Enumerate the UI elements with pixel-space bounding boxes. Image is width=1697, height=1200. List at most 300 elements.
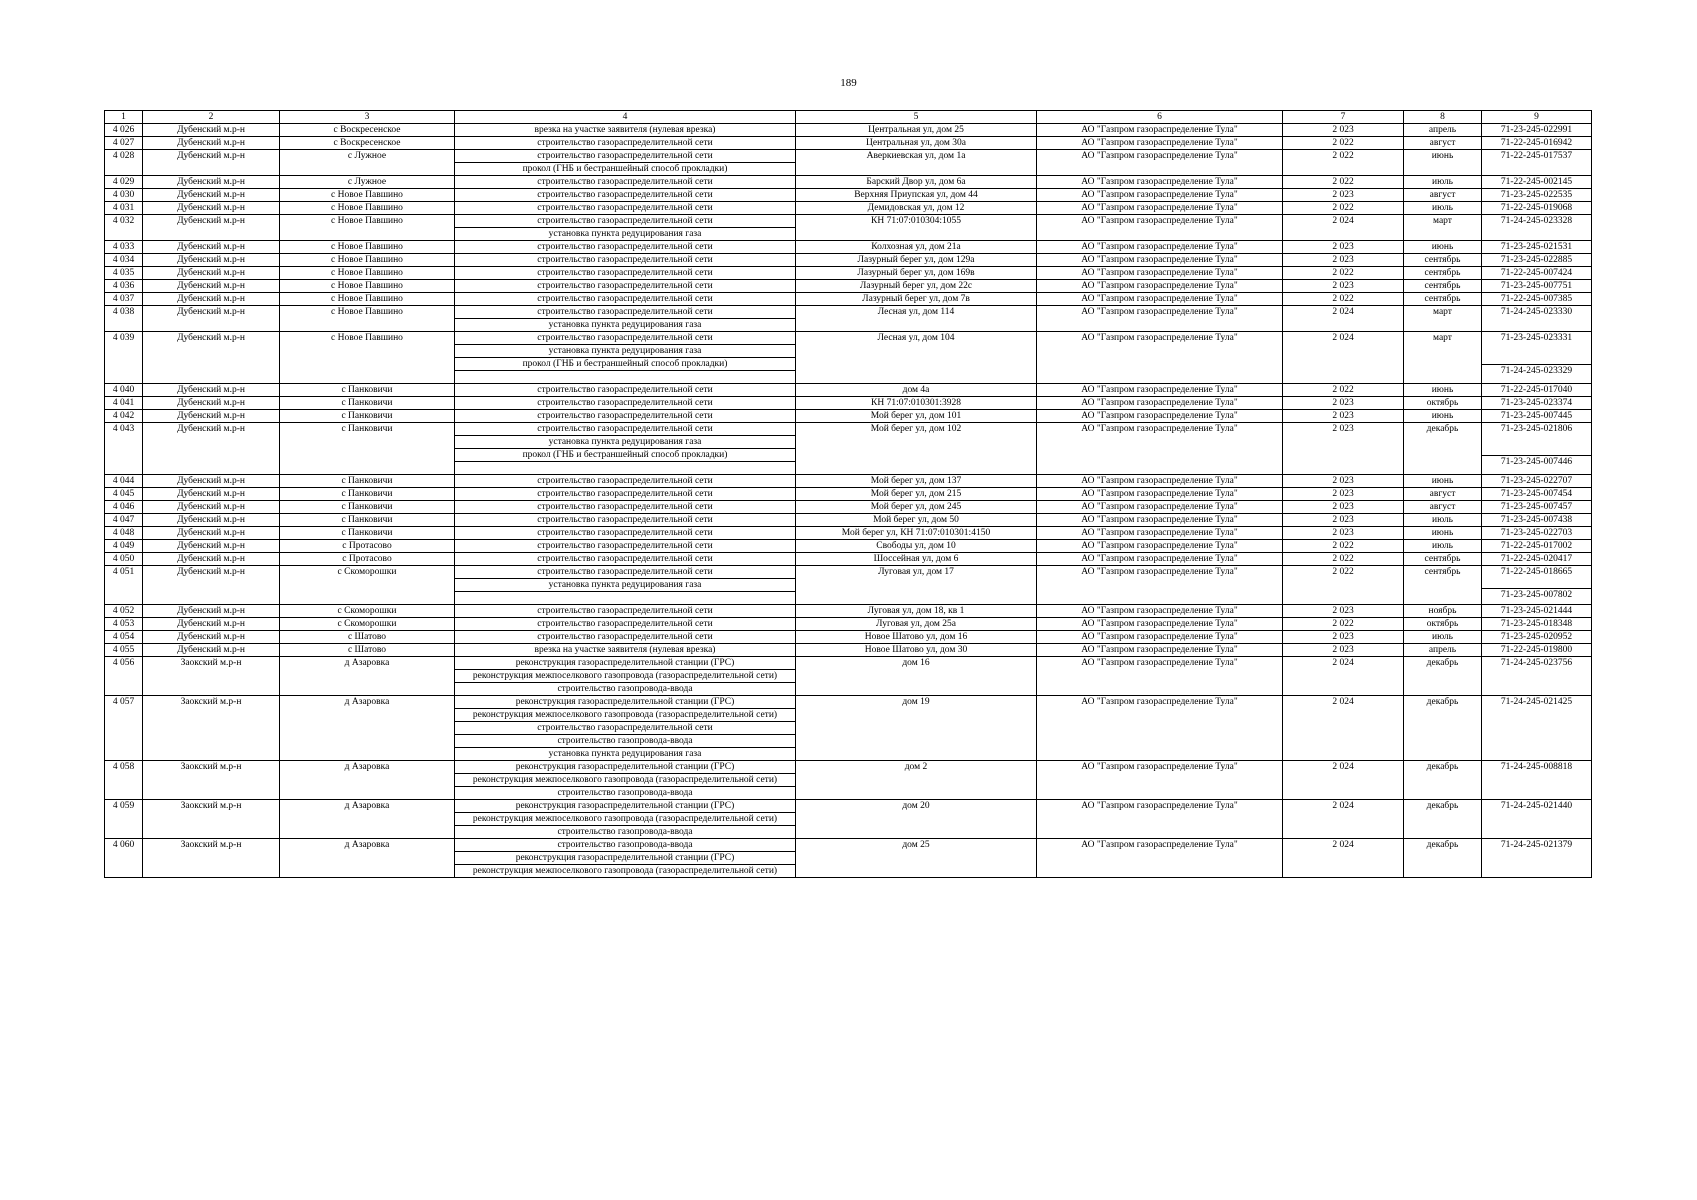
settlement-cell: с Новое Павшино bbox=[280, 267, 455, 280]
organization-cell: АО "Газпром газораспределение Тула" bbox=[1037, 397, 1283, 410]
year-cell: 2 023 bbox=[1283, 475, 1404, 488]
row-number-cell: 4 057 bbox=[105, 696, 143, 761]
settlement-cell: с Новое Павшино bbox=[280, 189, 455, 202]
settlement-cell: с Лужное bbox=[280, 150, 455, 176]
district-cell: Дубенский м.р-н bbox=[143, 631, 280, 644]
year-cell: 2 024 bbox=[1283, 332, 1404, 384]
organization-cell: АО "Газпром газораспределение Тула" bbox=[1037, 553, 1283, 566]
settlement-cell: с Скоморошки bbox=[280, 618, 455, 631]
table-row bbox=[105, 254, 1592, 267]
work-item: реконструкция газораспределительной станции (ГРС) bbox=[515, 801, 735, 811]
organization-cell: АО "Газпром газораспределение Тула" bbox=[1037, 657, 1283, 696]
row-number-cell: 4 048 bbox=[105, 527, 143, 540]
district-cell: Дубенский м.р-н bbox=[143, 397, 280, 410]
table-body bbox=[105, 124, 1592, 878]
settlement-cell: д Азаровка bbox=[280, 800, 455, 839]
district-cell: Дубенский м.р-н bbox=[143, 124, 280, 137]
works-cell bbox=[455, 410, 796, 423]
district-cell: Дубенский м.р-н bbox=[143, 215, 280, 241]
work-item: установка пункта редуцирования газа bbox=[455, 747, 795, 760]
year-cell: 2 022 bbox=[1283, 202, 1404, 215]
works-cell bbox=[455, 137, 796, 150]
settlement-cell: д Азаровка bbox=[280, 696, 455, 761]
year-cell: 2 022 bbox=[1283, 267, 1404, 280]
work-item: строительство газораспределительной сети bbox=[537, 398, 713, 408]
work-item: строительство газораспределительной сети bbox=[537, 268, 713, 278]
month-cell: декабрь bbox=[1404, 696, 1482, 761]
settlement-cell: с Панковичи bbox=[280, 423, 455, 475]
row-number-cell: 4 044 bbox=[105, 475, 143, 488]
district-cell: Дубенский м.р-н bbox=[143, 293, 280, 306]
code-cell bbox=[1482, 280, 1592, 293]
work-item: прокол (ГНБ и бестраншейный способ прокладки) bbox=[455, 357, 795, 370]
settlement-cell: с Панковичи bbox=[280, 501, 455, 514]
settlement-cell: с Скоморошки bbox=[280, 605, 455, 618]
settlement-cell: с Панковичи bbox=[280, 514, 455, 527]
organization-cell: АО "Газпром газораспределение Тула" bbox=[1037, 137, 1283, 150]
settlement-cell: с Новое Павшино bbox=[280, 293, 455, 306]
code-cell bbox=[1482, 124, 1592, 137]
works-cell bbox=[455, 475, 796, 488]
year-cell: 2 024 bbox=[1283, 696, 1404, 761]
column-header: 8 bbox=[1404, 111, 1482, 124]
code-value: 71-22-245-007424 bbox=[1500, 268, 1573, 278]
settlement-cell: с Панковичи bbox=[280, 397, 455, 410]
work-item: реконструкция межпоселкового газопровода (газораспределительной сети) bbox=[455, 864, 795, 877]
work-item: строительство газораспределительной сети bbox=[537, 528, 713, 538]
code-cell bbox=[1482, 241, 1592, 254]
district-cell: Заокский м.р-н bbox=[143, 800, 280, 839]
row-number-cell: 4 029 bbox=[105, 176, 143, 189]
code-spacer bbox=[1482, 578, 1591, 588]
code-cell bbox=[1482, 397, 1592, 410]
organization-cell: АО "Газпром газораспределение Тула" bbox=[1037, 800, 1283, 839]
row-number-cell: 4 042 bbox=[105, 410, 143, 423]
district-cell: Дубенский м.р-н bbox=[143, 501, 280, 514]
settlement-cell: с Протасово bbox=[280, 553, 455, 566]
organization-cell: АО "Газпром газораспределение Тула" bbox=[1037, 215, 1283, 241]
settlement-cell: с Новое Павшино bbox=[280, 306, 455, 332]
code-value: 71-23-245-020952 bbox=[1500, 632, 1573, 642]
address-cell: Демидовская ул, дом 12 bbox=[796, 202, 1037, 215]
month-cell: июль bbox=[1404, 631, 1482, 644]
month-cell: декабрь bbox=[1404, 839, 1482, 878]
month-cell: март bbox=[1404, 215, 1482, 241]
work-item: строительство газораспределительной сети bbox=[537, 255, 713, 265]
month-cell: сентябрь bbox=[1404, 267, 1482, 280]
year-cell: 2 023 bbox=[1283, 189, 1404, 202]
organization-cell: АО "Газпром газораспределение Тула" bbox=[1037, 150, 1283, 176]
table-row bbox=[105, 488, 1592, 501]
settlement-cell: с Шатово bbox=[280, 631, 455, 644]
address-cell: дом 19 bbox=[796, 696, 1037, 761]
row-number-cell: 4 028 bbox=[105, 150, 143, 176]
code-value: 71-23-245-021806 bbox=[1500, 424, 1573, 434]
month-cell: июнь bbox=[1404, 410, 1482, 423]
code-cell bbox=[1482, 150, 1592, 176]
code-cell bbox=[1482, 501, 1592, 514]
code-value: 71-23-245-022703 bbox=[1500, 528, 1573, 538]
code-value: 71-24-245-008818 bbox=[1500, 762, 1573, 772]
month-cell: август bbox=[1404, 488, 1482, 501]
code-cell bbox=[1482, 800, 1592, 839]
code-cell bbox=[1482, 657, 1592, 696]
settlement-cell: с Новое Павшино bbox=[280, 215, 455, 241]
code-value: 71-22-245-017002 bbox=[1500, 541, 1573, 551]
table-row bbox=[105, 150, 1592, 176]
row-number-cell: 4 050 bbox=[105, 553, 143, 566]
address-cell: Мой берег ул, дом 137 bbox=[796, 475, 1037, 488]
work-item: строительство газораспределительной сети bbox=[537, 385, 713, 395]
district-cell: Заокский м.р-н bbox=[143, 657, 280, 696]
address-cell: Барский Двор ул, дом 6а bbox=[796, 176, 1037, 189]
works-cell bbox=[455, 189, 796, 202]
works-cell bbox=[455, 488, 796, 501]
code-value: 71-23-245-022535 bbox=[1500, 190, 1573, 200]
works-cell bbox=[455, 124, 796, 137]
month-cell: июнь bbox=[1404, 384, 1482, 397]
address-cell: Колхозная ул, дом 21а bbox=[796, 241, 1037, 254]
table-row bbox=[105, 176, 1592, 189]
year-cell: 2 023 bbox=[1283, 423, 1404, 475]
work-item: строительство газораспределительной сети bbox=[537, 489, 713, 499]
organization-cell: АО "Газпром газораспределение Тула" bbox=[1037, 644, 1283, 657]
organization-cell: АО "Газпром газораспределение Тула" bbox=[1037, 384, 1283, 397]
settlement-cell: с Панковичи bbox=[280, 475, 455, 488]
page-number: 189 bbox=[840, 77, 857, 89]
settlement-cell: с Лужное bbox=[280, 176, 455, 189]
work-item: установка пункта редуцирования газа bbox=[455, 578, 795, 591]
work-item: прокол (ГНБ и бестраншейный способ прокладки) bbox=[455, 448, 795, 461]
organization-cell: АО "Газпром газораспределение Тула" bbox=[1037, 696, 1283, 761]
district-cell: Дубенский м.р-н bbox=[143, 176, 280, 189]
table-row bbox=[105, 241, 1592, 254]
row-number-cell: 4 053 bbox=[105, 618, 143, 631]
district-cell: Дубенский м.р-н bbox=[143, 202, 280, 215]
organization-cell: АО "Газпром газораспределение Тула" bbox=[1037, 202, 1283, 215]
table-row bbox=[105, 761, 1592, 800]
year-cell: 2 024 bbox=[1283, 306, 1404, 332]
works-cell bbox=[455, 332, 796, 384]
year-cell: 2 022 bbox=[1283, 137, 1404, 150]
organization-cell: АО "Газпром газораспределение Тула" bbox=[1037, 475, 1283, 488]
column-header: 2 bbox=[143, 111, 280, 124]
works-cell bbox=[455, 657, 796, 696]
works-cell bbox=[455, 800, 796, 839]
district-cell: Дубенский м.р-н bbox=[143, 410, 280, 423]
row-number-cell: 4 043 bbox=[105, 423, 143, 475]
address-cell: Шоссейная ул, дом 6 bbox=[796, 553, 1037, 566]
district-cell: Дубенский м.р-н bbox=[143, 566, 280, 605]
code-value: 71-22-245-016942 bbox=[1500, 138, 1573, 148]
year-cell: 2 023 bbox=[1283, 501, 1404, 514]
address-cell: дом 25 bbox=[796, 839, 1037, 878]
code-cell bbox=[1482, 618, 1592, 631]
month-cell: декабрь bbox=[1404, 800, 1482, 839]
code-cell bbox=[1482, 267, 1592, 280]
year-cell: 2 024 bbox=[1283, 215, 1404, 241]
work-item: строительство газораспределительной сети bbox=[537, 515, 713, 525]
works-cell bbox=[455, 696, 796, 761]
table-row bbox=[105, 657, 1592, 696]
works-cell bbox=[455, 540, 796, 553]
code-value: 71-24-245-021440 bbox=[1500, 801, 1573, 811]
code-spacer bbox=[1482, 344, 1591, 354]
code-value: 71-24-245-023330 bbox=[1500, 307, 1573, 317]
code-cell bbox=[1482, 176, 1592, 189]
code-spacer bbox=[1482, 354, 1591, 364]
code-cell bbox=[1482, 553, 1592, 566]
code-spacer bbox=[1482, 435, 1591, 445]
district-cell: Дубенский м.р-н bbox=[143, 514, 280, 527]
table-row bbox=[105, 423, 1592, 475]
table-row bbox=[105, 189, 1592, 202]
work-item bbox=[455, 461, 795, 474]
works-cell bbox=[455, 644, 796, 657]
month-cell: декабрь bbox=[1404, 657, 1482, 696]
code-value: 71-23-245-007446 bbox=[1482, 455, 1591, 468]
row-number-cell: 4 034 bbox=[105, 254, 143, 267]
code-spacer bbox=[1482, 445, 1591, 455]
month-cell: июнь bbox=[1404, 527, 1482, 540]
month-cell: июль bbox=[1404, 176, 1482, 189]
code-cell bbox=[1482, 696, 1592, 761]
month-cell: сентябрь bbox=[1404, 566, 1482, 605]
code-cell bbox=[1482, 423, 1592, 475]
address-cell: Свободы ул, дом 10 bbox=[796, 540, 1037, 553]
address-cell: Лесная ул, дом 104 bbox=[796, 332, 1037, 384]
row-number-cell: 4 035 bbox=[105, 267, 143, 280]
column-header: 4 bbox=[455, 111, 796, 124]
works-cell bbox=[455, 553, 796, 566]
work-item: строительство газораспределительной сети bbox=[537, 411, 713, 421]
organization-cell: АО "Газпром газораспределение Тула" bbox=[1037, 241, 1283, 254]
month-cell: март bbox=[1404, 332, 1482, 384]
district-cell: Дубенский м.р-н bbox=[143, 332, 280, 384]
table-row bbox=[105, 696, 1592, 761]
code-cell bbox=[1482, 566, 1592, 605]
work-item: строительство газораспределительной сети bbox=[537, 476, 713, 486]
table-header bbox=[105, 111, 1592, 124]
district-cell: Дубенский м.р-н bbox=[143, 254, 280, 267]
work-item bbox=[455, 591, 795, 604]
table-row bbox=[105, 202, 1592, 215]
month-cell: август bbox=[1404, 137, 1482, 150]
work-item: установка пункта редуцирования газа bbox=[455, 318, 795, 331]
month-cell: сентябрь bbox=[1404, 280, 1482, 293]
row-number-cell: 4 027 bbox=[105, 137, 143, 150]
settlement-cell: с Воскресенское bbox=[280, 124, 455, 137]
data-table bbox=[104, 110, 1592, 878]
code-cell bbox=[1482, 332, 1592, 384]
code-value: 71-24-245-021379 bbox=[1500, 840, 1573, 850]
row-number-cell: 4 032 bbox=[105, 215, 143, 241]
work-item: строительство газораспределительной сети bbox=[537, 567, 713, 577]
organization-cell: АО "Газпром газораспределение Тула" bbox=[1037, 280, 1283, 293]
work-item: строительство газопровода-ввода bbox=[455, 734, 795, 747]
work-item: врезка на участке заявителя (нулевая врезка) bbox=[534, 645, 716, 655]
address-cell: Центральная ул, дом 25 bbox=[796, 124, 1037, 137]
code-cell bbox=[1482, 475, 1592, 488]
year-cell: 2 023 bbox=[1283, 631, 1404, 644]
month-cell: август bbox=[1404, 189, 1482, 202]
works-cell bbox=[455, 397, 796, 410]
organization-cell: АО "Газпром газораспределение Тула" bbox=[1037, 332, 1283, 384]
row-number-cell: 4 049 bbox=[105, 540, 143, 553]
settlement-cell: д Азаровка bbox=[280, 839, 455, 878]
month-cell: декабрь bbox=[1404, 761, 1482, 800]
work-item: строительство газораспределительной сети bbox=[537, 424, 713, 434]
settlement-cell: с Скоморошки bbox=[280, 566, 455, 605]
month-cell: июнь bbox=[1404, 150, 1482, 176]
month-cell: апрель bbox=[1404, 124, 1482, 137]
code-cell bbox=[1482, 254, 1592, 267]
code-value: 71-22-245-019800 bbox=[1500, 645, 1573, 655]
code-value: 71-23-245-007457 bbox=[1500, 502, 1573, 512]
year-cell: 2 024 bbox=[1283, 800, 1404, 839]
row-number-cell: 4 031 bbox=[105, 202, 143, 215]
table-row bbox=[105, 839, 1592, 878]
address-cell: дом 4а bbox=[796, 384, 1037, 397]
works-cell bbox=[455, 527, 796, 540]
address-cell: Аверкиевская ул, дом 1а bbox=[796, 150, 1037, 176]
work-item: врезка на участке заявителя (нулевая врезка) bbox=[534, 125, 716, 135]
works-cell bbox=[455, 514, 796, 527]
work-item: строительство газораспределительной сети bbox=[455, 721, 795, 734]
work-item: строительство газораспределительной сети bbox=[537, 606, 713, 616]
month-cell: март bbox=[1404, 306, 1482, 332]
table-row bbox=[105, 514, 1592, 527]
works-cell bbox=[455, 241, 796, 254]
code-cell bbox=[1482, 137, 1592, 150]
works-cell bbox=[455, 215, 796, 241]
table-row bbox=[105, 267, 1592, 280]
year-cell: 2 023 bbox=[1283, 488, 1404, 501]
table-row bbox=[105, 475, 1592, 488]
address-cell: КН 71:07:010301:3928 bbox=[796, 397, 1037, 410]
table-row bbox=[105, 332, 1592, 384]
settlement-cell: с Панковичи bbox=[280, 488, 455, 501]
organization-cell: АО "Газпром газораспределение Тула" bbox=[1037, 501, 1283, 514]
address-cell: Лазурный берег ул, дом 129а bbox=[796, 254, 1037, 267]
table-row bbox=[105, 280, 1592, 293]
address-cell: дом 2 bbox=[796, 761, 1037, 800]
code-value: 71-24-245-023328 bbox=[1500, 216, 1573, 226]
address-cell: КН 71:07:010304:1055 bbox=[796, 215, 1037, 241]
district-cell: Дубенский м.р-н bbox=[143, 475, 280, 488]
settlement-cell: с Шатово bbox=[280, 644, 455, 657]
district-cell: Дубенский м.р-н bbox=[143, 527, 280, 540]
works-cell bbox=[455, 280, 796, 293]
year-cell: 2 022 bbox=[1283, 618, 1404, 631]
district-cell: Дубенский м.р-н bbox=[143, 267, 280, 280]
work-item: строительство газораспределительной сети bbox=[537, 619, 713, 629]
works-cell bbox=[455, 384, 796, 397]
organization-cell: АО "Газпром газораспределение Тула" bbox=[1037, 423, 1283, 475]
organization-cell: АО "Газпром газораспределение Тула" bbox=[1037, 618, 1283, 631]
code-cell bbox=[1482, 215, 1592, 241]
address-cell: Мой берег ул, дом 245 bbox=[796, 501, 1037, 514]
code-value: 71-23-245-021444 bbox=[1500, 606, 1573, 616]
column-header: 3 bbox=[280, 111, 455, 124]
organization-cell: АО "Газпром газораспределение Тула" bbox=[1037, 189, 1283, 202]
year-cell: 2 023 bbox=[1283, 605, 1404, 618]
works-cell bbox=[455, 618, 796, 631]
code-value: 71-23-245-022885 bbox=[1500, 255, 1573, 265]
work-item: реконструкция газораспределительной станции (ГРС) bbox=[515, 762, 735, 772]
year-cell: 2 023 bbox=[1283, 644, 1404, 657]
code-value: 71-22-245-007385 bbox=[1500, 294, 1573, 304]
code-cell bbox=[1482, 410, 1592, 423]
month-cell: октябрь bbox=[1404, 618, 1482, 631]
year-cell: 2 022 bbox=[1283, 540, 1404, 553]
table-row bbox=[105, 800, 1592, 839]
code-cell bbox=[1482, 488, 1592, 501]
table-row bbox=[105, 137, 1592, 150]
organization-cell: АО "Газпром газораспределение Тула" bbox=[1037, 839, 1283, 878]
settlement-cell: с Новое Павшино bbox=[280, 332, 455, 384]
row-number-cell: 4 052 bbox=[105, 605, 143, 618]
code-cell bbox=[1482, 839, 1592, 878]
organization-cell: АО "Газпром газораспределение Тула" bbox=[1037, 540, 1283, 553]
work-item: строительство газораспределительной сети bbox=[537, 203, 713, 213]
row-number-cell: 4 059 bbox=[105, 800, 143, 839]
work-item: строительство газораспределительной сети bbox=[537, 632, 713, 642]
table-row bbox=[105, 527, 1592, 540]
year-cell: 2 024 bbox=[1283, 839, 1404, 878]
year-cell: 2 023 bbox=[1283, 527, 1404, 540]
organization-cell: АО "Газпром газораспределение Тула" bbox=[1037, 176, 1283, 189]
district-cell: Заокский м.р-н bbox=[143, 761, 280, 800]
organization-cell: АО "Газпром газораспределение Тула" bbox=[1037, 124, 1283, 137]
month-cell: июнь bbox=[1404, 475, 1482, 488]
code-cell bbox=[1482, 514, 1592, 527]
table-row bbox=[105, 605, 1592, 618]
works-cell bbox=[455, 566, 796, 605]
work-item: строительство газораспределительной сети bbox=[537, 151, 713, 161]
address-cell: Мой берег ул, дом 101 bbox=[796, 410, 1037, 423]
code-value: 71-22-245-018665 bbox=[1500, 567, 1573, 577]
code-value: 71-23-245-022707 bbox=[1500, 476, 1573, 486]
code-value: 71-22-245-017537 bbox=[1500, 151, 1573, 161]
works-cell bbox=[455, 839, 796, 878]
month-cell: июль bbox=[1404, 202, 1482, 215]
works-cell bbox=[455, 423, 796, 475]
year-cell: 2 022 bbox=[1283, 293, 1404, 306]
code-value: 71-23-245-022991 bbox=[1500, 125, 1573, 135]
work-item: реконструкция межпоселкового газопровода (газораспределительной сети) bbox=[455, 773, 795, 786]
year-cell: 2 023 bbox=[1283, 397, 1404, 410]
month-cell: ноябрь bbox=[1404, 605, 1482, 618]
address-cell: Мой берег ул, дом 215 bbox=[796, 488, 1037, 501]
table-row bbox=[105, 410, 1592, 423]
table-row bbox=[105, 540, 1592, 553]
code-cell bbox=[1482, 189, 1592, 202]
table-row bbox=[105, 384, 1592, 397]
work-item: установка пункта редуцирования газа bbox=[455, 227, 795, 240]
year-cell: 2 023 bbox=[1283, 280, 1404, 293]
works-cell bbox=[455, 176, 796, 189]
table-row bbox=[105, 618, 1592, 631]
year-cell: 2 023 bbox=[1283, 254, 1404, 267]
column-header: 5 bbox=[796, 111, 1037, 124]
code-value: 71-22-245-017040 bbox=[1500, 385, 1573, 395]
work-item: строительство газораспределительной сети bbox=[537, 216, 713, 226]
settlement-cell: с Панковичи bbox=[280, 384, 455, 397]
column-header: 1 bbox=[105, 111, 143, 124]
works-cell bbox=[455, 254, 796, 267]
district-cell: Заокский м.р-н bbox=[143, 696, 280, 761]
